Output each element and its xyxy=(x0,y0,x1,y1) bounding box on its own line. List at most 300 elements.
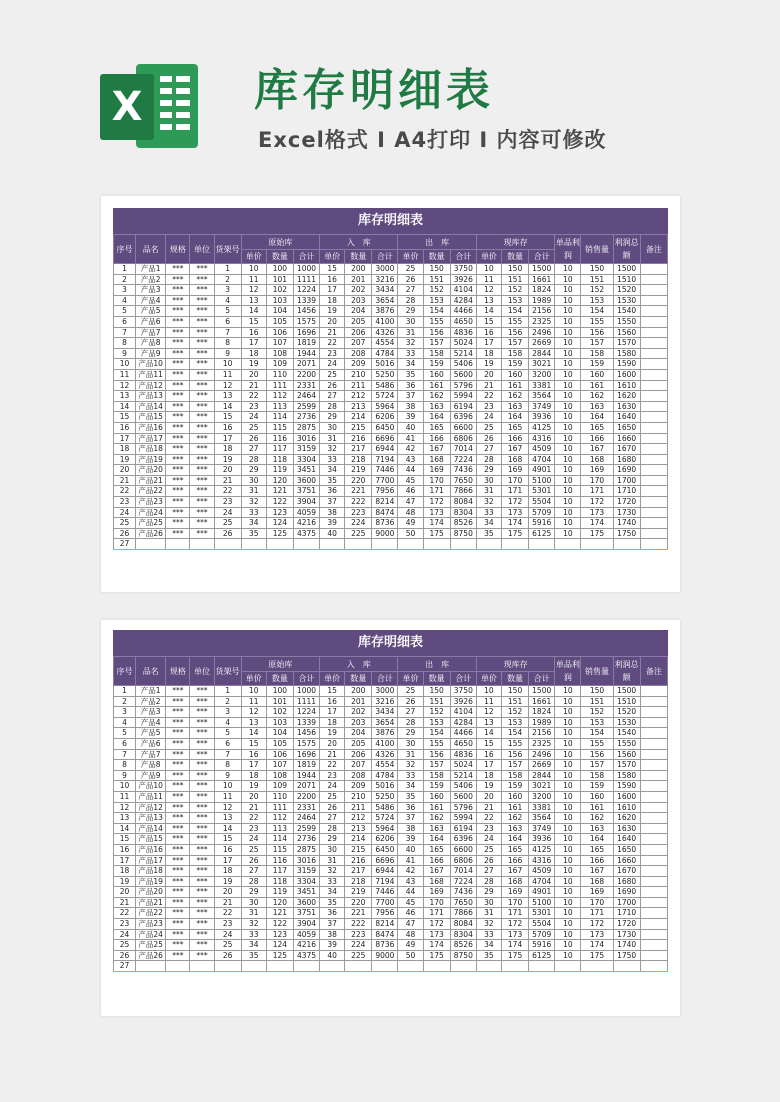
table-cell: 7436 xyxy=(450,887,476,898)
table-cell: 173 xyxy=(581,929,613,940)
table-cell: *** xyxy=(166,950,190,961)
table-cell: 1696 xyxy=(293,327,319,338)
table-cell: 22 xyxy=(320,338,345,349)
table-cell: 5406 xyxy=(450,359,476,370)
table-cell: 1710 xyxy=(613,486,640,497)
table-cell: 7700 xyxy=(372,897,398,908)
table-cell xyxy=(640,539,667,550)
table-cell: 28 xyxy=(241,876,266,887)
table-cell: 224 xyxy=(345,518,372,529)
table-cell: 2200 xyxy=(293,369,319,380)
table-cell: 9 xyxy=(214,348,241,359)
table-cell: 20 xyxy=(320,316,345,327)
table-cell xyxy=(214,961,241,972)
table-row xyxy=(114,813,668,824)
table-cell: 3216 xyxy=(372,274,398,285)
table-cell: 36 xyxy=(398,802,423,813)
table-cell: 19 xyxy=(214,454,241,465)
table-cell: 7224 xyxy=(450,454,476,465)
table-cell: 221 xyxy=(345,486,372,497)
table-cell: 225 xyxy=(345,528,372,539)
table-cell: 1570 xyxy=(613,760,640,771)
table-cell: 10 xyxy=(214,359,241,370)
table-cell: 4059 xyxy=(293,507,319,518)
table-cell: 4554 xyxy=(372,760,398,771)
table-cell: 174 xyxy=(581,518,613,529)
table-cell: 1670 xyxy=(613,444,640,455)
table-row xyxy=(114,433,668,444)
table-cell: 174 xyxy=(423,518,450,529)
table-cell: 172 xyxy=(502,497,529,508)
table-cell: 170 xyxy=(423,897,450,908)
table-cell: *** xyxy=(166,486,190,497)
table-cell: 3600 xyxy=(293,475,319,486)
table-cell: 34 xyxy=(398,359,423,370)
table-cell: 30 xyxy=(476,897,501,908)
table-cell: 161 xyxy=(581,380,613,391)
table-cell xyxy=(423,539,450,550)
table-cell: 35 xyxy=(241,950,266,961)
table-cell: 2736 xyxy=(293,834,319,845)
table-cell xyxy=(136,961,166,972)
table-cell xyxy=(640,316,667,327)
table-cell: 1580 xyxy=(613,770,640,781)
table-cell xyxy=(450,961,476,972)
table-cell: 16 xyxy=(241,749,266,760)
table-cell: 151 xyxy=(502,696,529,707)
table-cell: 17 xyxy=(476,338,501,349)
table-cell: *** xyxy=(166,908,190,919)
table-cell: 156 xyxy=(581,749,613,760)
table-cell: *** xyxy=(190,760,214,771)
table-cell xyxy=(241,961,266,972)
table-cell: 23 xyxy=(214,497,241,508)
table-cell: 1530 xyxy=(613,295,640,306)
table-cell: 1510 xyxy=(613,274,640,285)
table-cell: 171 xyxy=(581,908,613,919)
table-cell: 105 xyxy=(266,738,293,749)
table-cell: 4650 xyxy=(450,316,476,327)
table-cell: 161 xyxy=(581,802,613,813)
table-cell: 8526 xyxy=(450,940,476,951)
table-cell: 22 xyxy=(114,908,136,919)
table-cell: 161 xyxy=(423,380,450,391)
table-cell: 152 xyxy=(423,285,450,296)
table-cell: 39 xyxy=(320,940,345,951)
table-row xyxy=(114,834,668,845)
table-cell: 12 xyxy=(241,707,266,718)
table-cell: 11 xyxy=(114,369,136,380)
table-cell: 9 xyxy=(114,770,136,781)
table-cell: 217 xyxy=(345,866,372,877)
table-cell: 3876 xyxy=(372,728,398,739)
table-cell: 6194 xyxy=(450,401,476,412)
table-cell: 10 xyxy=(555,686,581,697)
table-cell: 4784 xyxy=(372,770,398,781)
table-cell: 32 xyxy=(320,444,345,455)
table-cell: 123 xyxy=(266,507,293,518)
table-cell: *** xyxy=(190,391,214,402)
table-cell: 1640 xyxy=(613,412,640,423)
table-cell: 12 xyxy=(114,802,136,813)
table-cell: 23 xyxy=(476,401,501,412)
table-row xyxy=(114,940,668,951)
table-cell: 25 xyxy=(214,940,241,951)
table-row xyxy=(114,866,668,877)
table-cell: 1224 xyxy=(293,707,319,718)
table-cell: 28 xyxy=(398,295,423,306)
table-cell: 24 xyxy=(214,507,241,518)
table-cell: *** xyxy=(190,327,214,338)
table-row xyxy=(114,518,668,529)
header-unit: 单位 xyxy=(190,657,214,686)
table-cell: 170 xyxy=(581,475,613,486)
table-cell: 215 xyxy=(345,422,372,433)
table-cell: 产品20 xyxy=(136,465,166,476)
table-cell: 1730 xyxy=(613,507,640,518)
table-cell: 产品3 xyxy=(136,285,166,296)
header-profit-total: 利润总额 xyxy=(613,235,640,264)
table-cell: 5214 xyxy=(450,770,476,781)
header-qty: 数量 xyxy=(502,672,529,686)
table-cell: 产品2 xyxy=(136,696,166,707)
table-cell: 3021 xyxy=(529,781,555,792)
table-cell xyxy=(398,539,423,550)
table-cell: 22 xyxy=(214,908,241,919)
table-cell: 26 xyxy=(214,950,241,961)
table-cell: 24 xyxy=(214,929,241,940)
table-cell: 产品20 xyxy=(136,887,166,898)
table-cell: 37 xyxy=(320,919,345,930)
table-cell: 4650 xyxy=(450,738,476,749)
table-cell: 6450 xyxy=(372,422,398,433)
table-cell: 17 xyxy=(320,285,345,296)
table-cell: 产品12 xyxy=(136,380,166,391)
table-cell xyxy=(266,961,293,972)
table-cell: *** xyxy=(190,444,214,455)
table-cell xyxy=(502,539,529,550)
table-cell: *** xyxy=(166,348,190,359)
table-cell: 39 xyxy=(398,834,423,845)
table-cell: 29 xyxy=(241,887,266,898)
table-cell: 30 xyxy=(320,422,345,433)
table-cell: 33 xyxy=(476,507,501,518)
table-cell: 10 xyxy=(555,717,581,728)
table-row xyxy=(114,844,668,855)
table-cell: 4704 xyxy=(529,454,555,465)
table-cell: *** xyxy=(166,887,190,898)
table-cell xyxy=(640,528,667,539)
table-cell: 35 xyxy=(320,897,345,908)
table-cell: 201 xyxy=(345,274,372,285)
table-cell: 1819 xyxy=(293,338,319,349)
table-cell: 18 xyxy=(114,866,136,877)
table-cell: 10 xyxy=(555,285,581,296)
table-cell: *** xyxy=(166,359,190,370)
table-cell xyxy=(581,539,613,550)
table-cell: 18 xyxy=(114,444,136,455)
table-cell: 150 xyxy=(581,686,613,697)
table-row xyxy=(114,295,668,306)
table-cell: 37 xyxy=(320,497,345,508)
table-cell xyxy=(640,887,667,898)
inventory-table-1 xyxy=(113,208,668,550)
table-cell: 18 xyxy=(320,295,345,306)
table-cell: 10 xyxy=(555,919,581,930)
table-cell: 172 xyxy=(502,919,529,930)
table-cell: 22 xyxy=(241,391,266,402)
table-cell: 168 xyxy=(502,454,529,465)
table-cell: *** xyxy=(166,465,190,476)
table-cell xyxy=(450,539,476,550)
table-cell: 4100 xyxy=(372,738,398,749)
table-cell: 6944 xyxy=(372,444,398,455)
table-cell: 18 xyxy=(241,348,266,359)
table-cell: 16 xyxy=(476,749,501,760)
table-cell: 40 xyxy=(398,844,423,855)
table-cell: 5916 xyxy=(529,518,555,529)
table-cell: 166 xyxy=(581,855,613,866)
table-cell: *** xyxy=(190,823,214,834)
table-cell: 3749 xyxy=(529,823,555,834)
table-cell: 174 xyxy=(581,940,613,951)
table-cell: 17 xyxy=(114,433,136,444)
table-cell: 10 xyxy=(555,866,581,877)
table-cell: *** xyxy=(190,316,214,327)
table-cell: 157 xyxy=(423,338,450,349)
header-remark: 备注 xyxy=(640,657,667,686)
table-row xyxy=(114,380,668,391)
header-price: 单价 xyxy=(476,672,501,686)
table-cell: 115 xyxy=(266,422,293,433)
table-cell: 3304 xyxy=(293,454,319,465)
table-cell: 产品22 xyxy=(136,908,166,919)
header-price: 单价 xyxy=(241,250,266,264)
table-cell: 8 xyxy=(214,338,241,349)
table-cell: 14 xyxy=(114,823,136,834)
table-cell: 1690 xyxy=(613,465,640,476)
table-cell: 26 xyxy=(241,433,266,444)
table-row xyxy=(114,728,668,739)
table-cell: 153 xyxy=(423,717,450,728)
table-cell: 1224 xyxy=(293,285,319,296)
table-cell: 29 xyxy=(476,465,501,476)
table-cell: 产品1 xyxy=(136,686,166,697)
table-cell: 125 xyxy=(266,528,293,539)
table-cell: 10 xyxy=(555,728,581,739)
table-cell: 30 xyxy=(241,475,266,486)
table-cell: 108 xyxy=(266,770,293,781)
table-cell xyxy=(640,813,667,824)
table-cell: 29 xyxy=(320,834,345,845)
table-cell: 205 xyxy=(345,738,372,749)
table-cell: 8750 xyxy=(450,528,476,539)
table-cell: 产品25 xyxy=(136,940,166,951)
table-cell: 20 xyxy=(241,369,266,380)
table-cell: *** xyxy=(190,866,214,877)
table-cell: 162 xyxy=(502,813,529,824)
table-cell: *** xyxy=(190,285,214,296)
table-cell: 5994 xyxy=(450,813,476,824)
table-cell: 152 xyxy=(423,707,450,718)
table-cell: 4284 xyxy=(450,295,476,306)
table-cell: 4836 xyxy=(450,327,476,338)
table-cell: 产品11 xyxy=(136,791,166,802)
table-cell: 21 xyxy=(476,380,501,391)
table-cell: 2736 xyxy=(293,412,319,423)
table-cell: 208 xyxy=(345,770,372,781)
table-cell: 16 xyxy=(320,274,345,285)
table-cell: *** xyxy=(166,749,190,760)
table-cell: 28 xyxy=(398,717,423,728)
table-cell: 8526 xyxy=(450,518,476,529)
table-cell: *** xyxy=(166,696,190,707)
table-cell: 218 xyxy=(345,454,372,465)
table-cell: 产品9 xyxy=(136,770,166,781)
table-cell: *** xyxy=(166,401,190,412)
header-qty: 数量 xyxy=(423,250,450,264)
table-cell: 103 xyxy=(266,717,293,728)
table-cell: 产品8 xyxy=(136,338,166,349)
table-cell: 产品26 xyxy=(136,528,166,539)
table-cell: 产品2 xyxy=(136,274,166,285)
table-cell: 2844 xyxy=(529,770,555,781)
table-cell xyxy=(640,823,667,834)
table-cell: 113 xyxy=(266,401,293,412)
table-row xyxy=(114,961,668,972)
table-cell: 28 xyxy=(320,823,345,834)
table-cell: 110 xyxy=(266,791,293,802)
table-cell: 9 xyxy=(114,348,136,359)
table-cell: 11 xyxy=(214,791,241,802)
table-cell: *** xyxy=(190,486,214,497)
table-cell: 25 xyxy=(476,844,501,855)
table-cell: 10 xyxy=(555,454,581,465)
table-cell: 18 xyxy=(476,770,501,781)
table-cell xyxy=(640,295,667,306)
table-cell: 1680 xyxy=(613,876,640,887)
logo-letter: X xyxy=(111,84,143,130)
table-cell: 120 xyxy=(266,475,293,486)
table-cell: 2464 xyxy=(293,391,319,402)
table-cell xyxy=(640,465,667,476)
table-cell: 10 xyxy=(555,760,581,771)
table-cell: 25 xyxy=(320,369,345,380)
table-cell: 3451 xyxy=(293,465,319,476)
table-cell: *** xyxy=(166,802,190,813)
table-cell: 2496 xyxy=(529,327,555,338)
table-cell: 157 xyxy=(502,338,529,349)
table-cell: 19 xyxy=(476,359,501,370)
table-cell: 216 xyxy=(345,855,372,866)
table-cell xyxy=(640,338,667,349)
table-row xyxy=(114,717,668,728)
table-cell xyxy=(529,961,555,972)
table-cell: *** xyxy=(166,760,190,771)
table-cell: 44 xyxy=(398,465,423,476)
table-cell: 18 xyxy=(214,866,241,877)
table-cell: 3926 xyxy=(450,274,476,285)
table-cell: 26 xyxy=(320,380,345,391)
table-cell: 产品18 xyxy=(136,444,166,455)
table-cell: 26 xyxy=(114,950,136,961)
table-cell: 174 xyxy=(423,940,450,951)
table-cell: 39 xyxy=(320,518,345,529)
table-cell: 1610 xyxy=(613,802,640,813)
table-cell xyxy=(640,707,667,718)
table-cell: 21 xyxy=(114,475,136,486)
table-cell: 224 xyxy=(345,940,372,951)
table-cell: *** xyxy=(190,422,214,433)
table-cell: 1740 xyxy=(613,518,640,529)
table-cell: 21 xyxy=(214,475,241,486)
table-cell xyxy=(640,285,667,296)
table-cell: 6696 xyxy=(372,855,398,866)
table-cell: *** xyxy=(190,876,214,887)
table-cell: 27 xyxy=(241,866,266,877)
table-cell: 1520 xyxy=(613,707,640,718)
table-cell: 6 xyxy=(114,316,136,327)
table-cell: 12 xyxy=(241,285,266,296)
table-cell: *** xyxy=(190,897,214,908)
table-cell: 2200 xyxy=(293,791,319,802)
header-out: 出 库 xyxy=(398,235,476,250)
table-cell xyxy=(640,401,667,412)
table-cell: 1 xyxy=(214,686,241,697)
table-cell: 167 xyxy=(581,866,613,877)
table-cell: 1750 xyxy=(613,950,640,961)
table-cell: 产品19 xyxy=(136,876,166,887)
table-cell: 1530 xyxy=(613,717,640,728)
table-cell: 11 xyxy=(241,696,266,707)
table-cell: 158 xyxy=(581,770,613,781)
table-cell: 1720 xyxy=(613,919,640,930)
table-cell: 165 xyxy=(423,422,450,433)
table-cell: 5301 xyxy=(529,908,555,919)
table-cell: *** xyxy=(190,728,214,739)
table-cell: 162 xyxy=(423,391,450,402)
table-cell: 1700 xyxy=(613,475,640,486)
table-cell: 156 xyxy=(423,749,450,760)
table-cell: 207 xyxy=(345,338,372,349)
table-cell: 产品7 xyxy=(136,327,166,338)
table-cell: 10 xyxy=(555,327,581,338)
table-cell: 产品15 xyxy=(136,412,166,423)
table-cell: 20 xyxy=(320,738,345,749)
page-subtitle: Excel格式 I A4打印 I 内容可修改 xyxy=(258,128,607,152)
table-cell: 产品14 xyxy=(136,401,166,412)
table-cell: 5 xyxy=(214,306,241,317)
table-cell: 23 xyxy=(114,919,136,930)
table-cell: 1 xyxy=(114,686,136,697)
table-cell: *** xyxy=(190,454,214,465)
table-cell: 9000 xyxy=(372,528,398,539)
table-cell: 23 xyxy=(214,919,241,930)
table-row xyxy=(114,327,668,338)
table-cell: 1690 xyxy=(613,887,640,898)
table-cell: 2669 xyxy=(529,760,555,771)
table-cell: *** xyxy=(190,306,214,317)
table-cell: 104 xyxy=(266,306,293,317)
table-cell: *** xyxy=(166,844,190,855)
table-cell: 26 xyxy=(241,855,266,866)
table-cell: 6 xyxy=(114,738,136,749)
table-cell: 3200 xyxy=(529,791,555,802)
table-cell: 6206 xyxy=(372,412,398,423)
table-cell: 产品4 xyxy=(136,295,166,306)
table-cell: 223 xyxy=(345,929,372,940)
table-cell: 10 xyxy=(241,686,266,697)
